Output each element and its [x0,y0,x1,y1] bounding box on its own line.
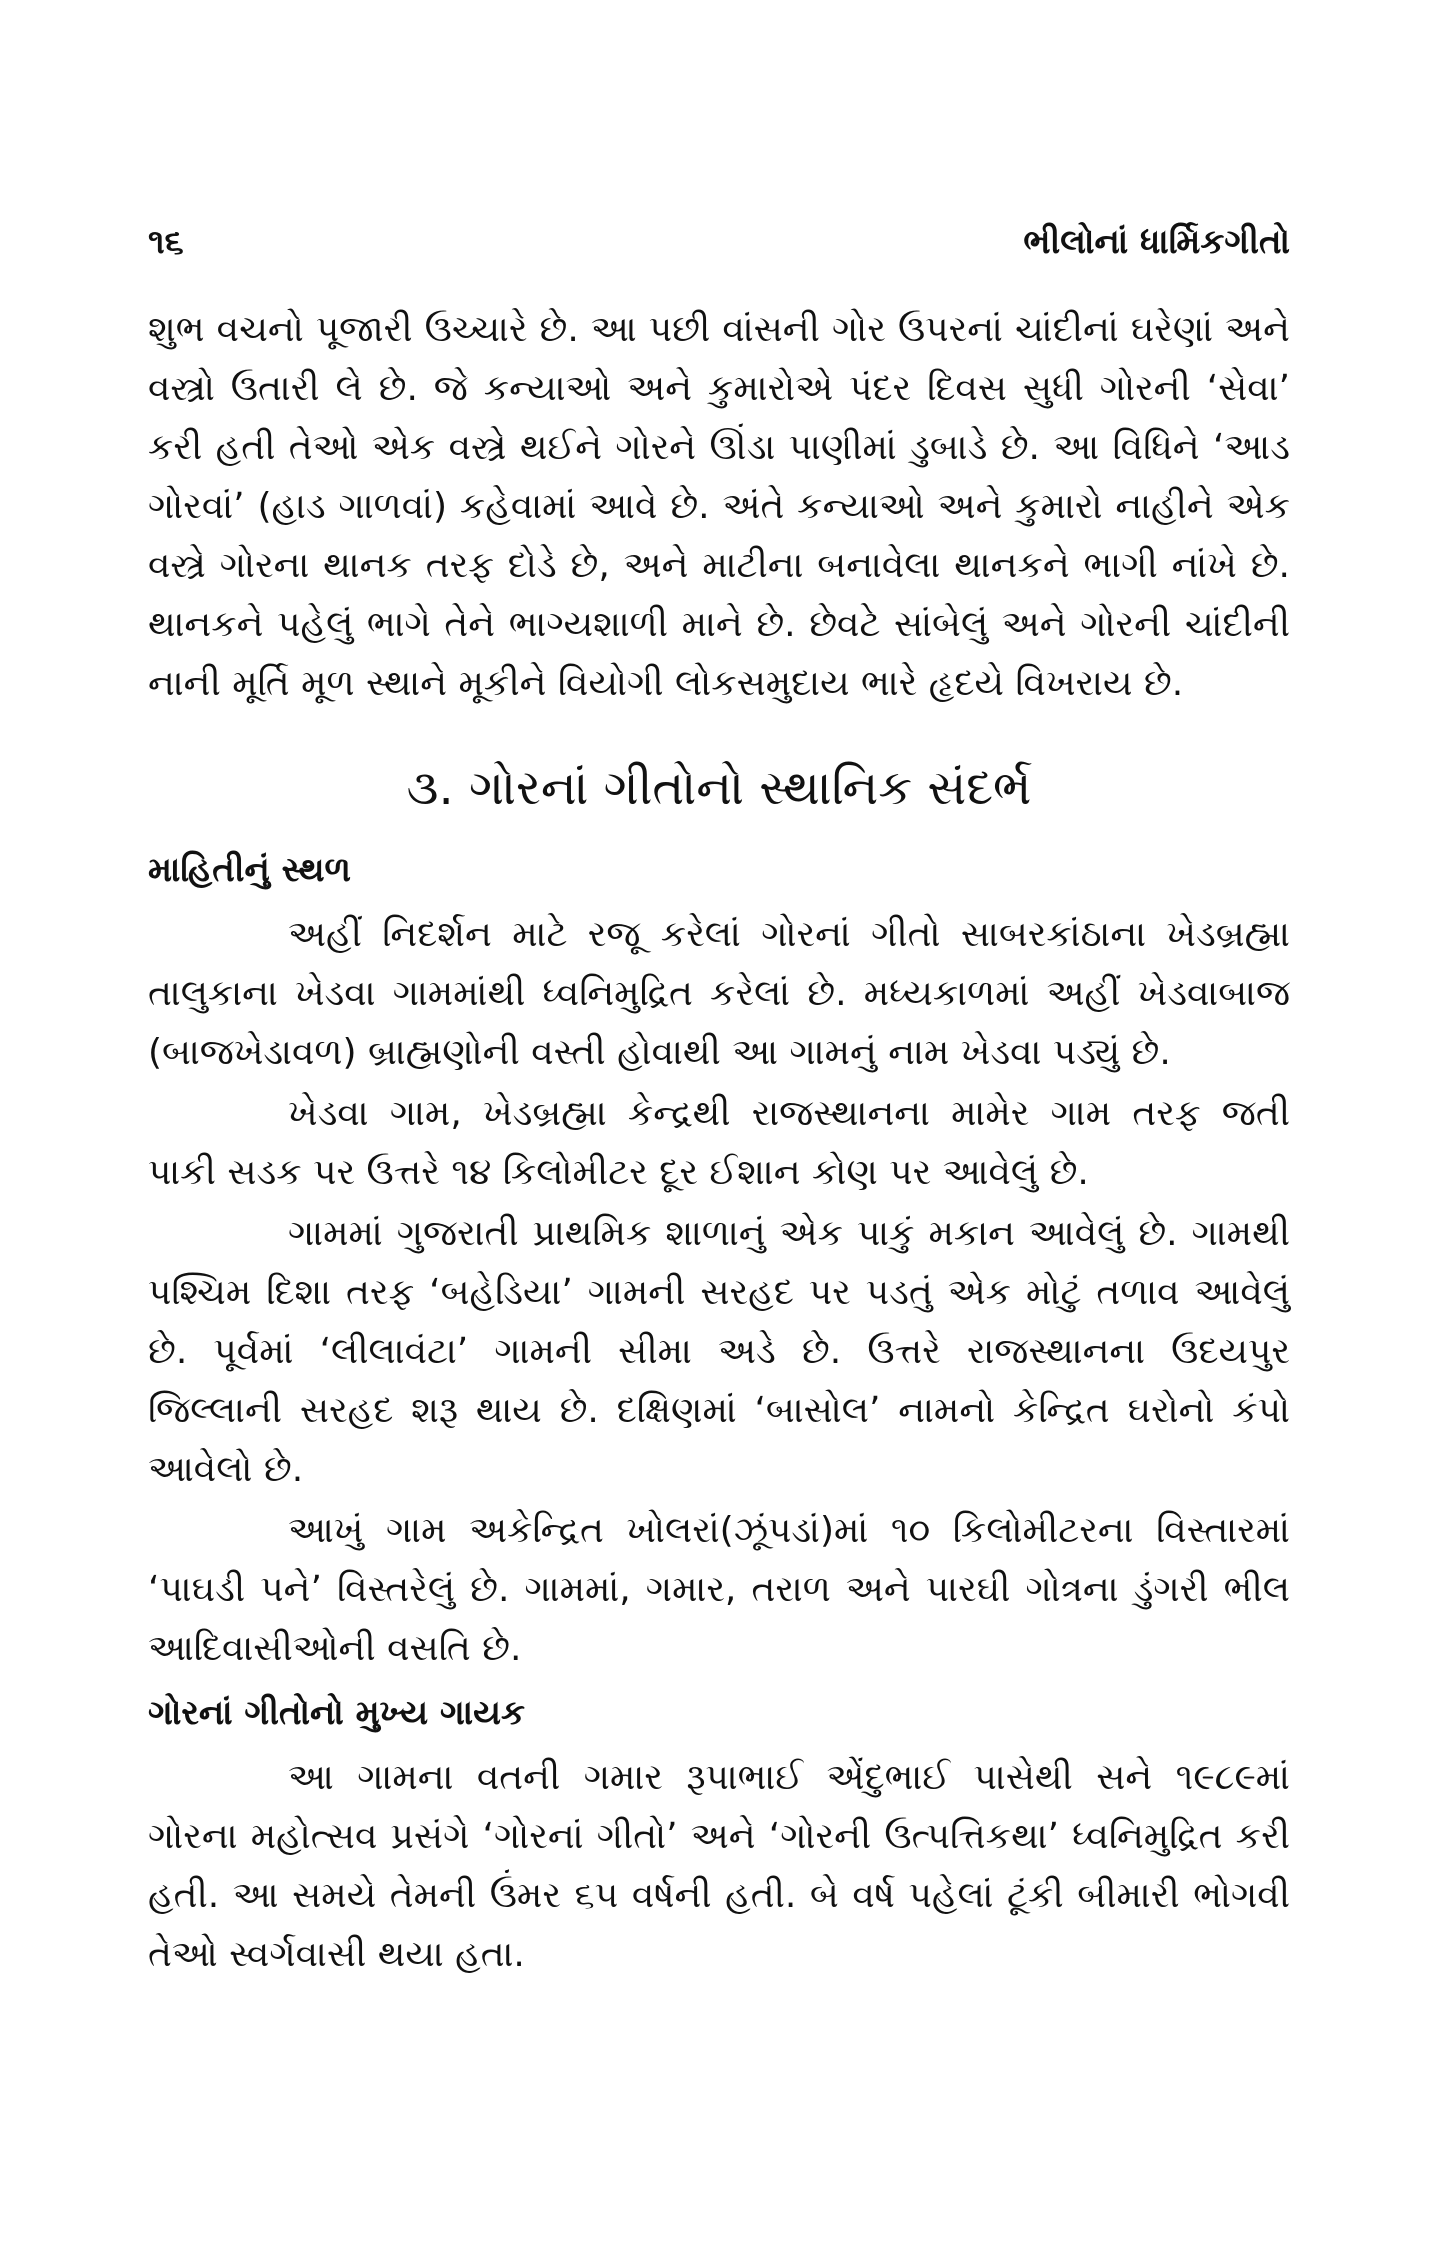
subheading-singer: ગોરનાં ગીતોનો મુખ્ય ગાયક [148,1693,525,1733]
book-title: ભીલોનાં ધાર્મિકગીતો [1023,222,1290,262]
running-header [148,222,1290,272]
location-paragraph-2: ખેડવા ગામ, ખેડબ્રહ્મા કેન્દ્રથી રાજસ્થાનના મામેર ગામ તરફ જતી પાકી સડક પર ઉત્તરે ૧૪ કિલોમીટર દૂર ઈશાન કોણ પર આવેલું છે. [148,1093,1290,1193]
singer-paragraph: આ ગામના વતની ગમાર રૂપાભાઈ એંદુભાઈ પાસેથી સને ૧૯૮૯માં ગોરના મહોત્સવ પ્રસંગે ‘ગોરનાં ગીતો’ અને ‘ગોરની ઉત્પત્તિકથા’ ધ્વનિમુદ્રિત કરી હતી. આ સમયે તેમની ઉંમર ૬૫ વર્ષની હતી. બે વર્ષ પહેલાં ટૂંકી બીમારી ભોગવી તેઓ સ્વર્ગવાસી થયા હતા. [148,1757,1290,1975]
location-paragraph-3: ગામમાં ગુજરાતી પ્રાથમિક શાળાનું એક પાકું મકાન આવેલું છે. ગામથી પશ્ચિમ દિશા તરફ ‘બહેડિયા’ ગામની સરહદ પર પડતું એક મોટું તળાવ આવેલું છે. પૂર્વમાં ‘લીલાવંટા’ ગામની સીમા અડે છે. ઉત્તરે રાજસ્થાનના ઉદયપુર જિલ્લાની સરહદ શરૂ થાય છે. દક્ષિણમાં ‘બાસોલ’ નામનો કેન્દ્રિત ઘરોનો કંપો આવેલો છે. [148,1213,1290,1490]
page-content [148,300,1290,1984]
section-heading: ૩. ગોરનાં ગીતોનો સ્થાનિક સંદર્ભ [406,760,1032,816]
subheading-location: માહિતીનું સ્થળ [148,850,352,890]
page-number: ૧૬ [148,222,184,262]
location-paragraph-1: અહીં નિદર્શન માટે રજૂ કરેલાં ગોરનાં ગીતો સાબરકાંઠાના ખેડબ્રહ્મા તાલુકાના ખેડવા ગામમાંથી ધ્વનિમુદ્રિત કરેલાં છે. મધ્યકાળમાં અહીં ખેડવાબાજ (બાજખેડાવળ) બ્રાહ્મણોની વસ્તી હોવાથી આ ગામનું નામ ખેડવા પડ્યું છે. [148,914,1290,1073]
intro-paragraph: શુભ વચનો પૂજારી ઉચ્ચારે છે. આ પછી વાંસની ગોર ઉપરનાં ચાંદીનાં ઘરેણાં અને વસ્ત્રો ઉતારી લે છે. જે કન્યાઓ અને કુમારોએ પંદર દિવસ સુધી ગોરની ‘સેવા’ કરી હતી તેઓ એક વસ્ત્રે થઈને ગોરને ઊંડા પાણીમાં ડુબાડે છે. આ વિધિને ‘આડ ગોરવાં’ (હાડ ગાળવાં) કહેવામાં આવે છે. અંતે કન્યાઓ અને કુમારો નાહીને એક વસ્ત્રે ગોરના થાનક તરફ દોડે છે, અને માટીના બનાવેલા થાનકને ભાગી નાંખે છે. થાનકને પહેલું ભાગે તેને ભાગ્યશાળી માને છે. છેવટે સાંબેલું અને ગોરની ચાંદીની નાની મૂર્તિ મૂળ સ્થાને મૂકીને વિયોગી લોકસમુદાય ભારે હૃદયે વિખરાય છે. [148,309,1290,704]
location-paragraph-4: આખું ગામ અકેન્દ્રિત ખોલરાં(ઝૂંપડાં)માં ૧૦ કિલોમીટરના વિસ્તારમાં ‘પાઘડી પને’ વિસ્તરેલું છે. ગામમાં, ગમાર, તરાળ અને પારઘી ગોત્રના ડુંગરી ભીલ આદિવાસીઓની વસતિ છે. [148,1510,1290,1669]
